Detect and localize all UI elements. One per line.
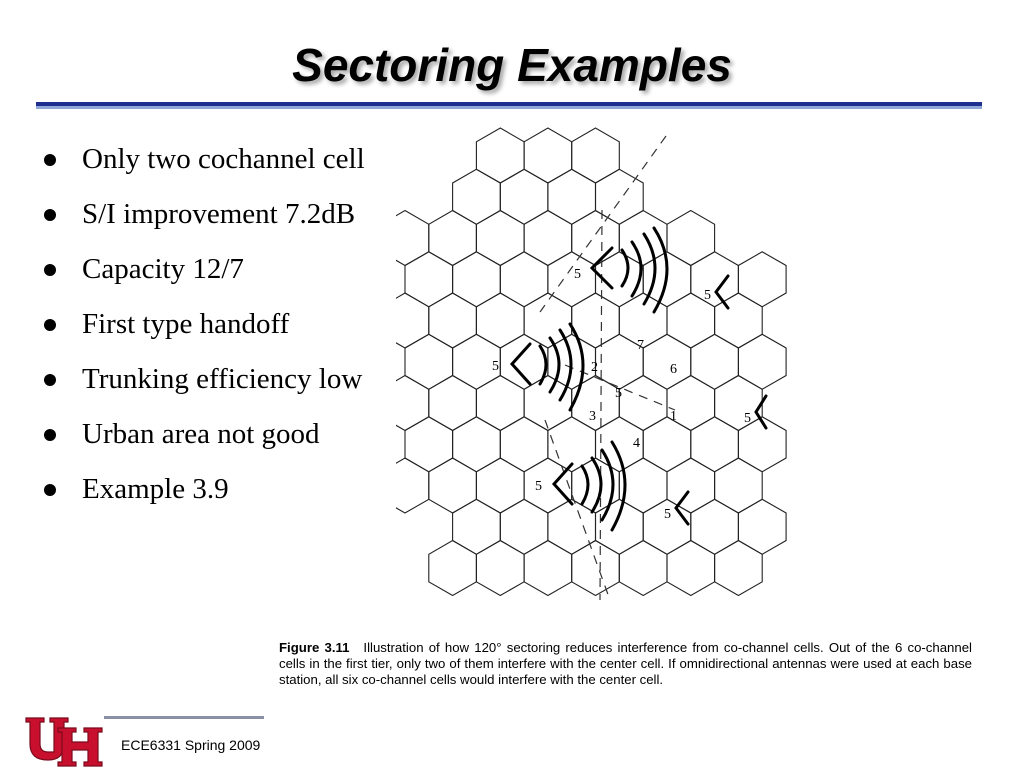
hex-cell	[691, 417, 739, 472]
figure-caption	[279, 640, 972, 688]
cell-label: 3	[589, 409, 596, 424]
hex-cell	[524, 211, 572, 266]
hex-cell	[715, 458, 763, 513]
directional-antenna-icons	[512, 228, 766, 530]
cell-label: 5	[615, 386, 622, 401]
bullet-item	[44, 242, 365, 297]
university-logo	[24, 714, 104, 768]
bullet-item	[44, 407, 365, 462]
bullet-text: S/I improvement 7.2dB	[82, 198, 356, 230]
hex-cell	[405, 417, 453, 472]
cell-label: 4	[633, 436, 640, 451]
hex-cell	[548, 169, 596, 224]
cell-label: 5	[535, 479, 542, 494]
bullet-text: Urban area not good	[82, 418, 320, 450]
hex-cell	[429, 458, 477, 513]
hex-cell	[619, 376, 667, 431]
hex-cell	[500, 417, 548, 472]
hex-cell	[715, 376, 763, 431]
hex-cell	[429, 376, 477, 431]
slide-title: Sectoring Examples	[292, 39, 732, 91]
hex-cell	[572, 541, 620, 596]
hex-cell	[500, 169, 548, 224]
hex-cell	[500, 499, 548, 554]
hex-cell	[396, 376, 429, 431]
hex-cell	[476, 458, 524, 513]
hex-cell	[691, 334, 739, 389]
hex-cell	[405, 334, 453, 389]
title-divider-accent	[36, 106, 982, 109]
bullet-text: Trunking efficiency low	[82, 363, 363, 395]
hex-cell	[738, 334, 786, 389]
cell-label: 2	[591, 360, 598, 375]
cell-label: 5	[492, 359, 499, 374]
hex-cell	[524, 541, 572, 596]
bullet-dot-icon	[44, 374, 56, 386]
hex-cell	[691, 252, 739, 307]
bullet-text: Example 3.9	[82, 473, 229, 505]
hex-cell	[429, 293, 477, 348]
hex-cell	[500, 252, 548, 307]
cell-label: 5	[664, 507, 671, 522]
hex-cell	[548, 252, 596, 307]
hex-cell	[715, 541, 763, 596]
hex-cell	[548, 499, 596, 554]
hex-cell	[667, 211, 715, 266]
hex-cell	[429, 211, 477, 266]
bullet-dot-icon	[44, 264, 56, 276]
hex-cell	[476, 541, 524, 596]
hex-cell	[524, 458, 572, 513]
cell-label: 5	[744, 411, 751, 426]
hex-cell	[476, 376, 524, 431]
footer-course-label: ECE6331 Spring 2009	[121, 737, 261, 753]
hexagonal-cell-diagram	[396, 122, 836, 612]
cell-label: 1	[670, 409, 677, 424]
bullet-text: First type handoff	[82, 308, 290, 340]
hex-cell	[476, 128, 524, 183]
hex-cell	[524, 128, 572, 183]
footer-divider	[104, 716, 264, 719]
bullet-item	[44, 132, 365, 187]
cell-label: 5	[704, 288, 711, 303]
hex-cell	[643, 334, 691, 389]
hex-cell	[619, 541, 667, 596]
hex-cell	[453, 169, 501, 224]
cell-label: 7	[637, 338, 644, 353]
cell-label: 6	[670, 362, 677, 377]
bullet-item	[44, 352, 365, 407]
bullet-item	[44, 462, 365, 517]
caption-text: Illustration of how 120° sectoring reduces interference from co-channel cells. Out of the 6 co-channel cells in the first tier, only two of them interfere with the center cell. If omnidirectional antennas were used at each base station, all six co-channel cells would interfere with the center cell.	[279, 640, 972, 687]
hex-cell	[476, 293, 524, 348]
hex-cell	[453, 252, 501, 307]
bullet-dot-icon	[44, 429, 56, 441]
bullet-dot-icon	[44, 154, 56, 166]
bullet-dot-icon	[44, 209, 56, 221]
bullet-item	[44, 297, 365, 352]
hex-cell	[643, 417, 691, 472]
hex-cell	[596, 499, 644, 554]
bullet-dot-icon	[44, 319, 56, 331]
bullet-text: Only two cochannel cell	[82, 143, 365, 175]
hex-cell	[667, 458, 715, 513]
hex-cell	[396, 458, 429, 513]
bullet-item	[44, 187, 365, 242]
hex-cell	[691, 499, 739, 554]
hex-cell	[453, 499, 501, 554]
bullet-text: Capacity 12/7	[82, 253, 244, 285]
cell-label: 5	[574, 267, 581, 282]
hex-cell	[476, 211, 524, 266]
hex-cell	[396, 211, 429, 266]
hex-cell	[738, 252, 786, 307]
hex-cell	[738, 499, 786, 554]
bullet-list	[44, 132, 365, 517]
caption-label: Figure 3.11	[279, 640, 350, 655]
hex-cell	[429, 541, 477, 596]
hex-cell	[572, 128, 620, 183]
hex-cell	[396, 293, 429, 348]
bullet-dot-icon	[44, 484, 56, 496]
hex-cell	[667, 541, 715, 596]
hex-cell	[405, 252, 453, 307]
hex-cell	[453, 417, 501, 472]
